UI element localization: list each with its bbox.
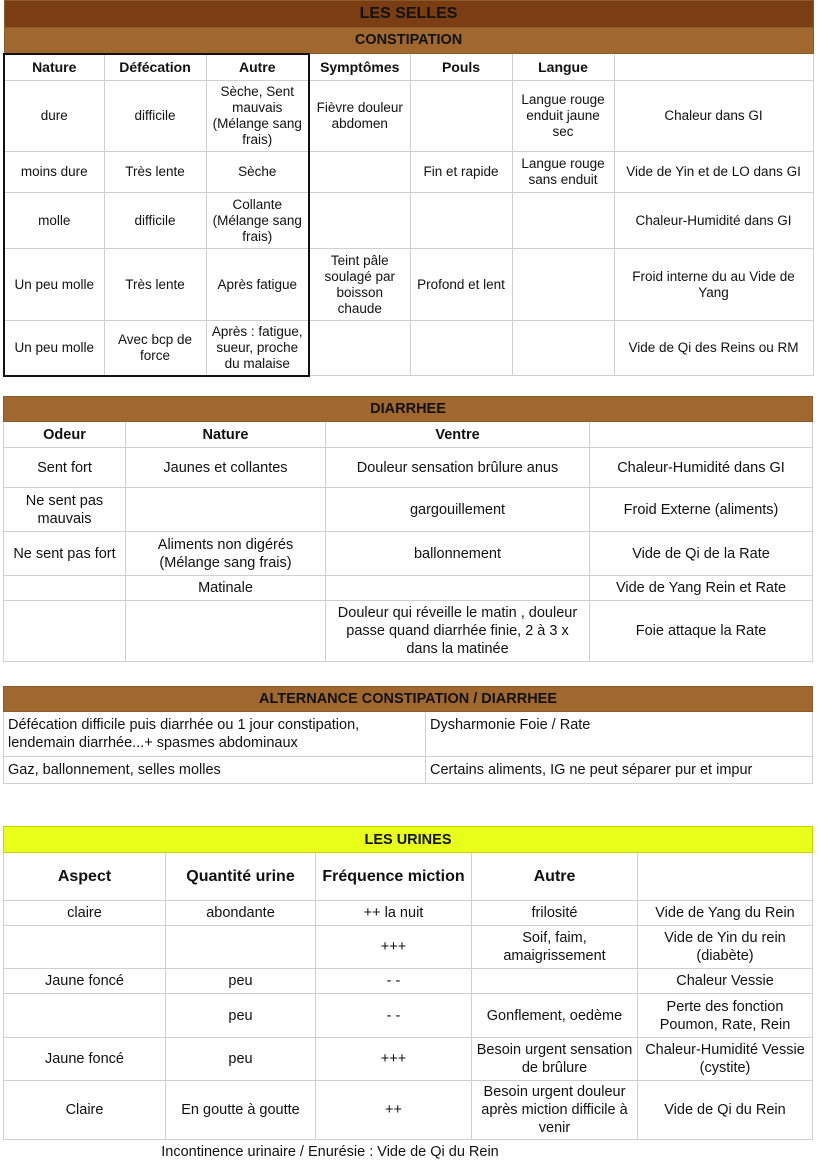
table-cell: Soif, faim, amaigrissement	[472, 926, 638, 969]
table-cell	[512, 193, 614, 249]
table-cell: abondante	[166, 901, 316, 926]
table-cell	[326, 576, 590, 601]
table-row	[4, 1081, 813, 1140]
table-cell: Vide de Yin du rein (diabète)	[638, 926, 813, 969]
table-cell: ++ la nuit	[316, 901, 472, 926]
diarrhee-table	[3, 396, 813, 662]
table-cell	[4, 926, 166, 969]
diarrhee-title: DIARRHEE	[4, 397, 813, 422]
table-cell: Vide de Qi du Rein	[638, 1081, 813, 1140]
table-cell: Très lente	[104, 152, 206, 193]
col-header: Autre	[472, 853, 638, 901]
table-cell: Un peu molle	[4, 249, 104, 321]
table-cell: Vide de Yang Rein et Rate	[590, 576, 813, 601]
table-cell: Après : fatigue, sueur, proche du malaise	[206, 321, 309, 376]
urines-title: LES URINES	[4, 827, 813, 853]
table-cell: Ne sent pas mauvais	[4, 488, 126, 532]
col-header	[590, 422, 813, 448]
table-cell: Langue rouge sans enduit	[512, 152, 614, 193]
table-cell: Vide de Qi des Reins ou RM	[614, 321, 813, 376]
table-cell: Certains aliments, IG ne peut séparer pur et impur	[426, 757, 813, 784]
table-cell: Besoin urgent douleur après miction difficile à venir	[472, 1081, 638, 1140]
table-cell: Après fatigue	[206, 249, 309, 321]
table-cell: +++	[316, 1038, 472, 1081]
alternance-table	[3, 686, 813, 784]
alternance-title: ALTERNANCE CONSTIPATION / DIARRHEE	[4, 687, 813, 712]
table-cell	[4, 994, 166, 1038]
table-cell: Avec bcp de force	[104, 321, 206, 376]
table-cell: Vide de Qi de la Rate	[590, 532, 813, 576]
table-row	[4, 601, 813, 662]
table-cell: dure	[4, 81, 104, 152]
table-cell: Un peu molle	[4, 321, 104, 376]
table-cell: Aliments non digérés (Mélange sang frais)	[126, 532, 326, 576]
table-cell: Dysharmonie Foie / Rate	[426, 712, 813, 757]
table-cell: Langue rouge enduit jaune sec	[512, 81, 614, 152]
table-cell: peu	[166, 994, 316, 1038]
table-cell: Claire	[4, 1081, 166, 1140]
table-cell	[4, 601, 126, 662]
table-cell: Profond et lent	[410, 249, 512, 321]
table-cell: claire	[4, 901, 166, 926]
table-cell: Chaleur-Humidité Vessie (cystite)	[638, 1038, 813, 1081]
selles-title: LES SELLES	[4, 1, 813, 28]
col-header: Nature	[126, 422, 326, 448]
col-header: Fréquence miction	[316, 853, 472, 901]
table-cell: Chaleur dans GI	[614, 81, 813, 152]
table-cell: Collante (Mélange sang frais)	[206, 193, 309, 249]
table-cell: frilosité	[472, 901, 638, 926]
table-cell: +++	[316, 926, 472, 969]
constipation-title: CONSTIPATION	[4, 28, 813, 54]
table-cell: Ne sent pas fort	[4, 532, 126, 576]
table-cell: Foie attaque la Rate	[590, 601, 813, 662]
table-cell: En goutte à goutte	[166, 1081, 316, 1140]
table-cell: Jaune foncé	[4, 1038, 166, 1081]
urines-footer: Incontinence urinaire / Enurésie : Vide de Qi du Rein	[4, 1140, 813, 1165]
table-cell: Défécation difficile puis diarrhée ou 1 jour constipation, lendemain diarrhée...+ spasmes abdominaux	[4, 712, 426, 757]
table-cell	[512, 249, 614, 321]
table-cell: - -	[316, 969, 472, 994]
table-row	[4, 969, 813, 994]
table-cell: Jaune foncé	[4, 969, 166, 994]
table-row	[4, 926, 813, 969]
col-header: Autre	[206, 54, 309, 81]
table-row	[4, 488, 813, 532]
col-header: Pouls	[410, 54, 512, 81]
table-cell	[166, 926, 316, 969]
table-cell: Jaunes et collantes	[126, 448, 326, 488]
table-cell	[126, 601, 326, 662]
table-row	[4, 532, 813, 576]
table-row	[4, 321, 813, 376]
table-row	[4, 249, 813, 321]
table-cell: - -	[316, 994, 472, 1038]
table-cell: Très lente	[104, 249, 206, 321]
table-cell	[472, 969, 638, 994]
table-cell	[512, 321, 614, 376]
table-cell: Douleur sensation brûlure anus	[326, 448, 590, 488]
table-cell: Sèche, Sent mauvais (Mélange sang frais)	[206, 81, 309, 152]
table-cell: ++	[316, 1081, 472, 1140]
table-cell: Perte des fonction Poumon, Rate, Rein	[638, 994, 813, 1038]
table-row	[4, 448, 813, 488]
table-cell: Sent fort	[4, 448, 126, 488]
col-header: Ventre	[326, 422, 590, 448]
table-cell	[410, 81, 512, 152]
table-cell	[410, 193, 512, 249]
table-cell: moins dure	[4, 152, 104, 193]
constipation-table	[3, 0, 814, 377]
table-cell: gargouillement	[326, 488, 590, 532]
table-cell: Froid interne du au Vide de Yang	[614, 249, 813, 321]
table-cell: Fièvre douleur abdomen	[309, 81, 410, 152]
table-cell: Vide de Yang du Rein	[638, 901, 813, 926]
table-cell: Matinale	[126, 576, 326, 601]
table-row	[4, 994, 813, 1038]
table-row	[4, 81, 813, 152]
table-cell: Sèche	[206, 152, 309, 193]
table-cell	[309, 193, 410, 249]
col-header: Défécation	[104, 54, 206, 81]
table-cell: Chaleur-Humidité dans GI	[614, 193, 813, 249]
table-cell	[309, 321, 410, 376]
col-header	[614, 54, 813, 81]
table-cell: molle	[4, 193, 104, 249]
table-cell: Vide de Yin et de LO dans GI	[614, 152, 813, 193]
table-cell	[126, 488, 326, 532]
table-cell: Gaz, ballonnement, selles molles	[4, 757, 426, 784]
table-row	[4, 757, 813, 784]
table-cell: Douleur qui réveille le matin , douleur passe quand diarrhée finie, 2 à 3 x dans la matinée	[326, 601, 590, 662]
table-cell: peu	[166, 969, 316, 994]
col-header: Symptômes	[309, 54, 410, 81]
table-cell: Fin et rapide	[410, 152, 512, 193]
col-header: Langue	[512, 54, 614, 81]
table-cell: ballonnement	[326, 532, 590, 576]
col-header: Quantité urine	[166, 853, 316, 901]
table-cell: difficile	[104, 81, 206, 152]
table-cell	[4, 576, 126, 601]
table-cell	[410, 321, 512, 376]
col-header: Aspect	[4, 853, 166, 901]
table-row	[4, 712, 813, 757]
table-cell	[309, 152, 410, 193]
table-cell: difficile	[104, 193, 206, 249]
col-header	[638, 853, 813, 901]
table-cell: Gonflement, oedème	[472, 994, 638, 1038]
table-cell: Froid Externe (aliments)	[590, 488, 813, 532]
col-header: Nature	[4, 54, 104, 81]
table-row	[4, 152, 813, 193]
table-cell: peu	[166, 1038, 316, 1081]
table-cell: Chaleur Vessie	[638, 969, 813, 994]
col-header: Odeur	[4, 422, 126, 448]
table-row	[4, 193, 813, 249]
urines-table	[3, 826, 813, 1165]
table-row	[4, 901, 813, 926]
table-row	[4, 1038, 813, 1081]
table-cell: Besoin urgent sensation de brûlure	[472, 1038, 638, 1081]
table-cell: Chaleur-Humidité dans GI	[590, 448, 813, 488]
table-cell: Teint pâle soulagé par boisson chaude	[309, 249, 410, 321]
table-row	[4, 576, 813, 601]
